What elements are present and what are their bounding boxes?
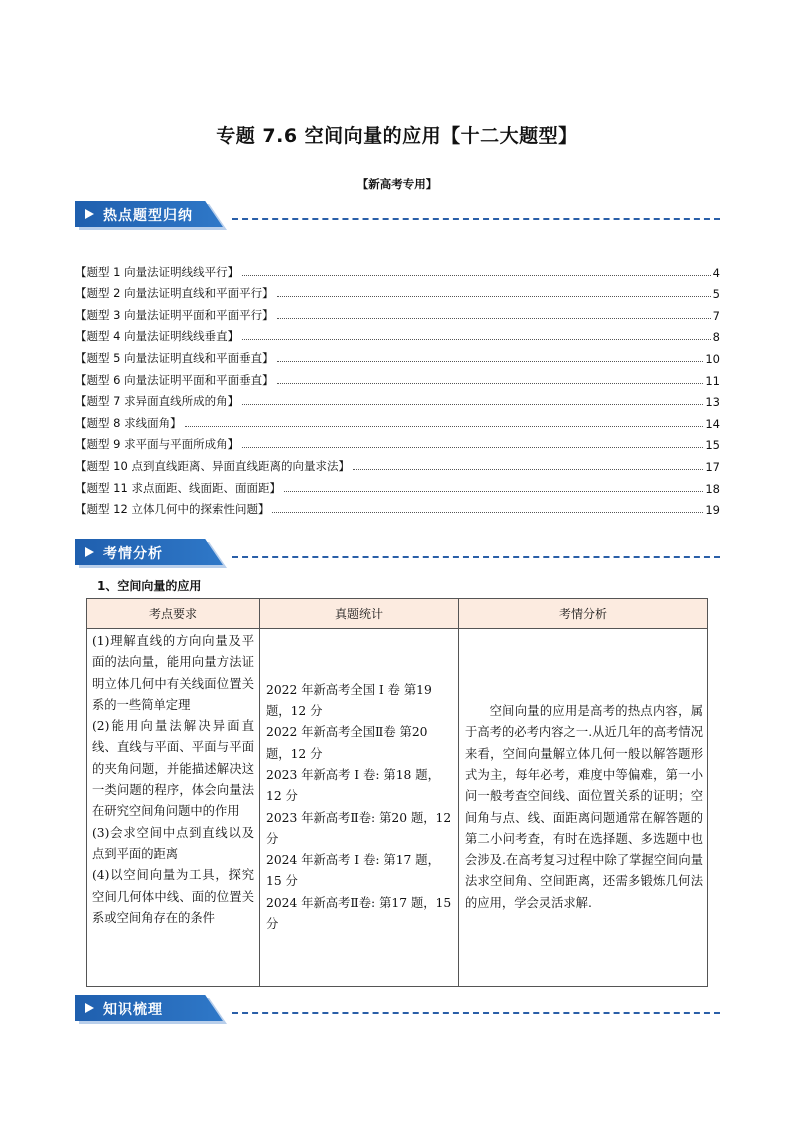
toc-entry[interactable] [75, 496, 720, 518]
toc-entry-label: 【题型 3 向量法证明平面和平面平行】 [75, 307, 274, 322]
toc-entry-label: 【题型 8 求线面角】 [75, 415, 182, 430]
banner-label: 知识梳理 [103, 1002, 163, 1018]
document-title: 专题 7.6 空间向量的应用【十二大题型】 [216, 125, 578, 147]
toc-leader-dots [242, 446, 703, 448]
requirements-cell [87, 629, 260, 987]
stat-item: 2022 年新高考全国 I 卷 第19 题，12 分 [266, 682, 432, 719]
banner-knowledge [75, 995, 720, 1021]
document-subtitle: 【新高考专用】 [356, 177, 438, 191]
stats-cell [260, 629, 459, 987]
toc-entry[interactable] [75, 409, 720, 431]
toc-entry-label: 【题型 4 向量法证明线线垂直】 [75, 329, 240, 344]
toc-leader-dots [277, 295, 711, 297]
toc-entry-page: 5 [712, 287, 720, 302]
banner-label: 热点题型归纳 [103, 208, 193, 224]
header-stats: 真题统计 [260, 599, 459, 629]
toc-entry-page: 10 [705, 351, 720, 366]
play-arrow-icon [85, 1003, 94, 1013]
play-arrow-icon [85, 209, 94, 219]
toc-entry-label: 【题型 5 向量法证明直线和平面垂直】 [75, 350, 274, 365]
stat-item: 2022 年新高考全国Ⅱ卷 第20 题，12 分 [266, 725, 428, 761]
toc-entry-page: 17 [705, 459, 720, 474]
dashed-divider [232, 556, 720, 558]
toc-entry-label: 【题型 7 求异面直线所成的角】 [75, 394, 240, 409]
toc-leader-dots [353, 468, 703, 470]
play-arrow-icon [85, 547, 94, 557]
toc-entry-label: 【题型 11 求点面距、线面距、面面距】 [75, 480, 281, 495]
toc-entry-label: 【题型 12 立体几何中的探索性问题】 [75, 502, 270, 517]
toc-entry-label: 【题型 6 向量法证明平面和平面垂直】 [75, 372, 274, 387]
toc-entry-label: 【题型 10 点到直线距离、异面直线距离的向量求法】 [75, 458, 350, 473]
toc-entry-page: 15 [705, 438, 720, 453]
toc-leader-dots [277, 317, 711, 319]
toc-leader-dots [185, 425, 704, 427]
toc-leader-dots [277, 360, 704, 362]
banner-analysis [75, 539, 720, 565]
analysis-table [86, 598, 708, 987]
toc-entry-page: 18 [705, 481, 720, 496]
requirement-item: (2)能用向量法解决异面直线、直线与平面、平面与平面的夹角问题，并能描述解决这一类问题的程序，体会向量法在研究空间角问题中的作用 [92, 719, 254, 819]
banner-toc [75, 201, 720, 227]
toc-entry[interactable] [75, 474, 720, 496]
toc-entry-page: 11 [705, 373, 720, 388]
dashed-divider [232, 218, 720, 220]
toc-entry-page: 13 [705, 395, 720, 410]
toc-leader-dots [277, 382, 704, 384]
toc-entry[interactable] [75, 280, 720, 302]
toc-entry-page: 14 [705, 416, 720, 431]
toc-leader-dots [242, 338, 711, 340]
toc-entry-page: 7 [712, 308, 720, 323]
toc-entry-label: 【题型 1 向量法证明线线平行】 [75, 264, 240, 279]
section-heading: 1、空间向量的应用 [97, 579, 202, 593]
table-of-contents [75, 258, 720, 517]
stat-item: 2023 年新高考 I 卷: 第18 题，12 分 [266, 767, 440, 804]
toc-entry-label: 【题型 2 向量法证明直线和平面平行】 [75, 286, 274, 301]
stat-item: 2024 年新高考 I 卷: 第17 题，15 分 [266, 853, 440, 889]
stat-item: 2024 年新高考Ⅱ卷: 第17 题，15 分 [266, 895, 452, 931]
toc-entry[interactable] [75, 344, 720, 366]
toc-entry[interactable] [75, 258, 720, 280]
requirement-item: (3)会求空间中点到直线以及点到平面的距离 [92, 825, 254, 861]
header-requirements: 考点要求 [87, 599, 260, 629]
requirement-item: (1)理解直线的方向向量及平面的法向量，能用向量方法证明立体几何中有关线面位置关系的一些简单定理 [92, 634, 254, 712]
dashed-divider [232, 1012, 720, 1014]
toc-entry[interactable] [75, 431, 720, 453]
banner-label: 考情分析 [103, 546, 163, 562]
toc-leader-dots [242, 274, 711, 276]
toc-entry-label: 【题型 9 求平面与平面所成角】 [75, 437, 240, 452]
toc-entry-page: 4 [712, 265, 720, 280]
toc-entry[interactable] [75, 301, 720, 323]
header-analysis: 考情分析 [459, 599, 708, 629]
toc-entry-page: 19 [705, 503, 720, 518]
stat-item: 2023 年新高考Ⅱ卷: 第20 题，12 分 [266, 810, 452, 846]
toc-leader-dots [242, 403, 703, 405]
toc-leader-dots [284, 490, 703, 492]
toc-leader-dots [272, 511, 703, 513]
toc-entry[interactable] [75, 366, 720, 388]
toc-entry-page: 8 [712, 330, 720, 345]
summary-cell: 空间向量的应用是高考的热点内容，属于高考的必考内容之一.从近几年的高考情况来看，空间向量解立体几何一般以解答题形式为主，每年必考，难度中等偏难，第一小问一般考查空间线、面位置关系的证明；空间角与点、线、面距离问题通常在解答题的第二小问考查，有时在选择题、多选题中也会涉及.在高考复习过程中除了掌握空间向量法求空间角、空间距离，还需多锻炼几何法的应用，学会灵活求解. [459, 629, 708, 987]
toc-entry[interactable] [75, 452, 720, 474]
toc-entry[interactable] [75, 388, 720, 410]
requirement-item: (4)以空间向量为工具，探究空间几何体中线、面的位置关系或空间角存在的条件 [92, 868, 254, 925]
toc-entry[interactable] [75, 323, 720, 345]
